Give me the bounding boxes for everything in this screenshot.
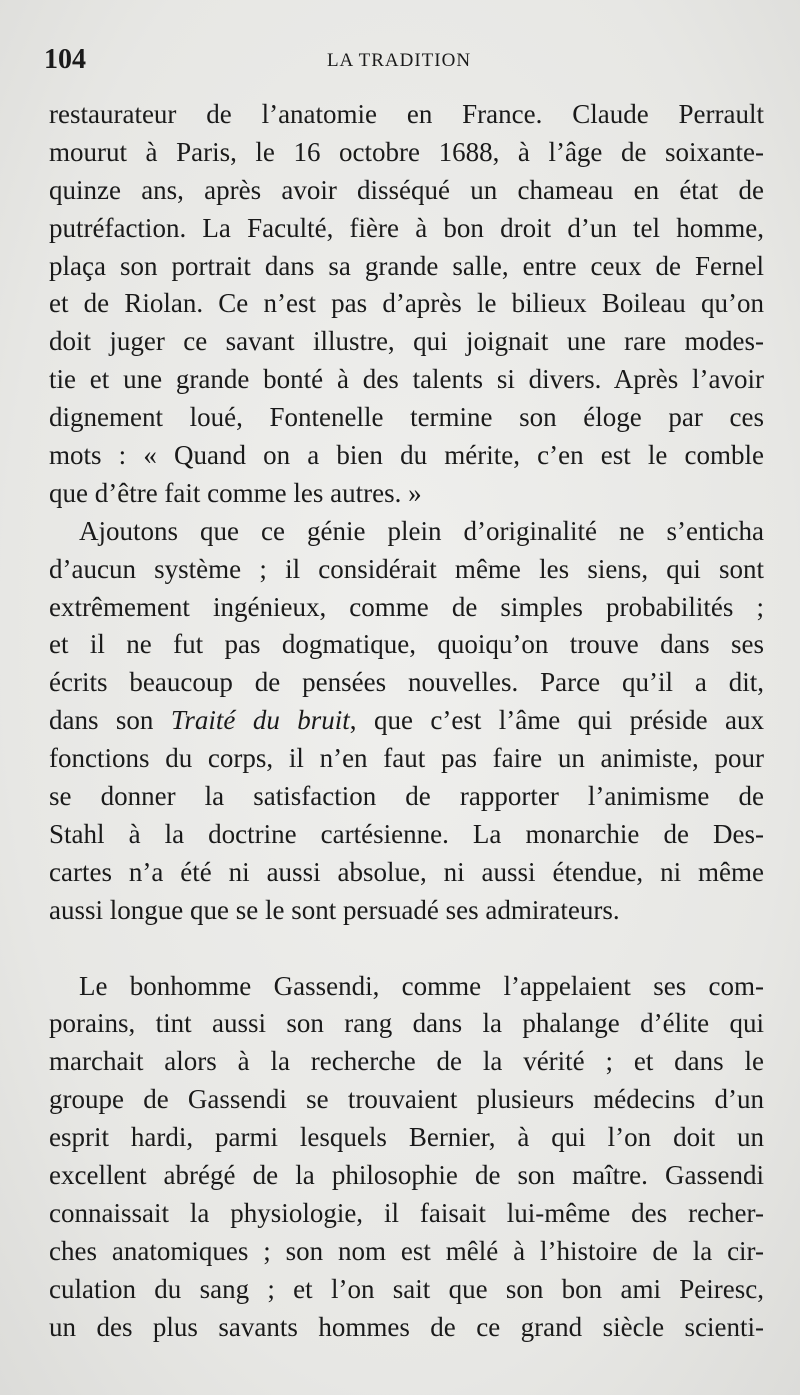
book-title-italic: Traité du bruit <box>170 705 350 736</box>
text-line: excellent abrégé de la philosophie de son maître. Gassendi <box>49 1160 764 1191</box>
page-header <box>44 44 754 78</box>
paragraph <box>49 96 764 513</box>
text-line: esprit hardi, parmi lesquels Bernier, à qui l’on doit un <box>49 1122 764 1153</box>
page-number: 104 <box>44 44 86 75</box>
text-line: Ajoutons que ce génie plein d’originalité ne s’enticha <box>79 515 764 546</box>
body-text <box>49 96 764 1347</box>
text-line: ches anatomiques ; son nom est mêlé à l’histoire de la cir- <box>49 1235 764 1266</box>
text-line: doit juger ce savant illustre, qui joignait une rare modes- <box>49 326 764 357</box>
text-line: groupe de Gassendi se trouvaient plusieurs médecins d’un <box>49 1084 764 1115</box>
text-line: dignement loué, Fontenelle termine son éloge par ces <box>49 402 764 433</box>
text-line: et il ne fut pas dogmatique, quoiqu’on trouve dans ses <box>49 629 764 660</box>
text-line: restaurateur de l’anatomie en France. Claude Perrault <box>49 99 764 129</box>
text-line: écrits beaucoup de pensées nouvelles. Parce qu’il a dit, <box>49 667 764 698</box>
text-line-with-italic <box>49 702 764 740</box>
text-line: fonctions du corps, il n’en faut pas faire un animiste, pour <box>49 743 764 774</box>
text-line: un des plus savants hommes de ce grand siècle scienti- <box>49 1311 764 1342</box>
text-line: cartes n’a été ni aussi absolue, ni aussi étendue, ni même <box>49 856 764 887</box>
running-head: LA TRADITION <box>326 50 472 71</box>
paragraph-gap <box>49 930 764 968</box>
text-line: que d’être fait comme les autres. » <box>49 477 422 508</box>
paragraph <box>49 968 764 1347</box>
text-line: porains, tint aussi son rang dans la phalange d’élite qui <box>49 1008 764 1039</box>
text-line: et de Riolan. Ce n’est pas d’après le bilieux Boileau qu’on <box>49 288 764 319</box>
text-line: se donner la satisfaction de rapporter l’animisme de <box>49 781 764 812</box>
text-line: Le bonhomme Gassendi, comme l’appelaient ses com- <box>79 970 764 1001</box>
text-line: mourut à Paris, le 16 octobre 1688, à l’âge de soixante- <box>49 136 764 167</box>
text-line: connaissait la physiologie, il faisait lui-même des recher- <box>49 1197 764 1228</box>
text-line: marchait alors à la recherche de la vérité ; et dans le <box>49 1046 764 1077</box>
text-span: dans son <box>49 705 171 736</box>
text-line: tie et une grande bonté à des talents si divers. Après l’avoir <box>49 364 764 395</box>
text-span: , que c’est l’âme qui préside aux <box>349 705 765 736</box>
text-line: culation du sang ; et l’on sait que son bon ami Peiresc, <box>49 1273 764 1304</box>
text-line: quinze ans, après avoir disséqué un chameau en état de <box>49 174 764 205</box>
paragraph <box>49 513 764 930</box>
text-line: mots : « Quand on a bien du mérite, c’en est le comble <box>49 440 764 471</box>
text-line: d’aucun système ; il considérait même les siens, qui sont <box>49 553 764 584</box>
text-line: extrêmement ingénieux, comme de simples probabilités ; <box>49 591 764 622</box>
text-line: aussi longue que se le sont persuadé ses admirateurs. <box>49 894 620 925</box>
text-line: plaça son portrait dans sa grande salle, entre ceux de Fernel <box>49 250 764 281</box>
text-line: Stahl à la doctrine cartésienne. La monarchie de Des- <box>49 818 764 849</box>
text-line: putréfaction. La Faculté, fière à bon droit d’un tel homme, <box>49 212 764 243</box>
